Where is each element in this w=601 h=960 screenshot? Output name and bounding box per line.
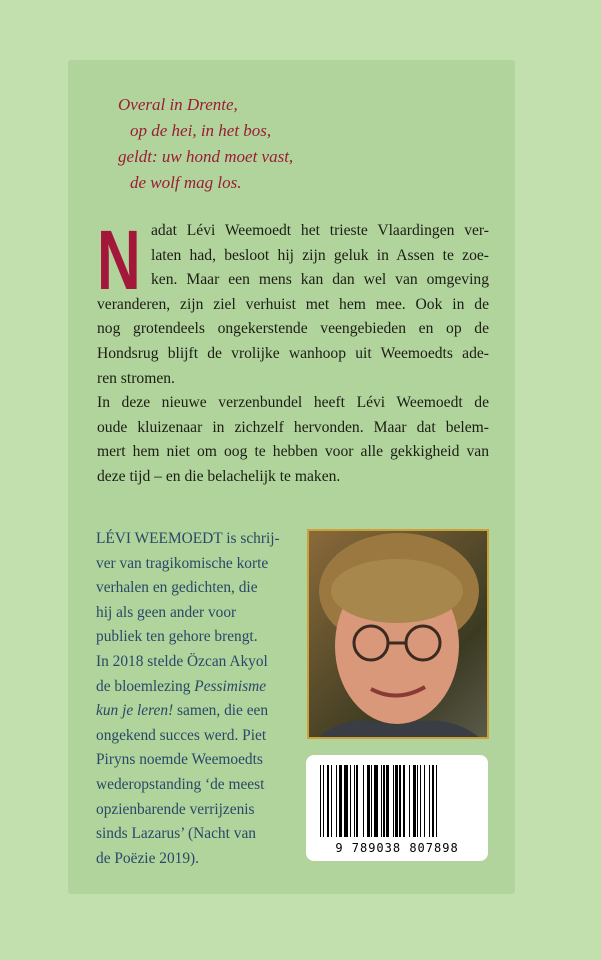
- blurb-line: mert hem niet om oog te hebben voor alle gekkigheid van: [97, 443, 489, 461]
- drop-cap: N: [97, 213, 141, 307]
- bio-line: de Poëzie 2019).: [96, 849, 199, 867]
- blurb-line: laten had, besloot hij zijn geluk in Assen te zoe-: [151, 246, 489, 264]
- book-title: Pessimisme: [194, 677, 267, 695]
- bio-line: wederopstanding ‘de meest: [96, 775, 265, 793]
- bio-text: samen, die een: [173, 702, 269, 720]
- bio-text: de bloemlezing: [96, 677, 195, 695]
- bio-line: verhalen en gedichten, die: [96, 579, 258, 597]
- blurb-line: ren stromen.: [97, 369, 175, 387]
- barcode-bar: [437, 765, 438, 837]
- author-photo: [307, 529, 489, 739]
- bio-line: hij als geen ander voor: [96, 603, 237, 621]
- bio-line: [96, 699, 296, 724]
- poem-line: Overal in Drente,: [118, 95, 238, 114]
- bio-line: opzienbarende verrijzenis: [96, 800, 255, 818]
- poem-line: op de hei, in het bos,: [130, 121, 272, 140]
- poem: [118, 92, 293, 196]
- poem-line: geldt: uw hond moet vast,: [118, 147, 294, 166]
- bio-line: ver van tragikomische korte: [96, 554, 269, 572]
- bio-line: sinds Lazarus’ (Nacht van: [96, 825, 256, 843]
- barcode-bars: [320, 765, 480, 837]
- isbn-number: 9 789038 807898: [335, 841, 459, 855]
- bio-line: Piryns noemde Weemoedts: [96, 751, 263, 769]
- blurb-line: nog grotendeels ongekerstende veengebieden en op de: [97, 320, 489, 338]
- blurb-line: veranderen, zijn ziel verhuist met hem mee. Ook in de: [97, 295, 489, 313]
- bio-line: LÉVI WEEMOEDT is schrij-: [96, 530, 280, 547]
- blurb-line: oude kluizenaar in zichzelf hervonden. Maar dat belem-: [97, 418, 489, 436]
- blurb: [97, 213, 489, 490]
- blurb-line: Hondsrug blijft de vrolijke wanhoop uit Weemoedts ade-: [97, 344, 489, 362]
- barcode: [306, 755, 488, 861]
- blurb-line: deze tijd – en die belachelijk te maken.: [97, 467, 341, 485]
- bio-line: ongekend succes werd. Piet: [96, 726, 267, 744]
- author-bio: [96, 527, 296, 871]
- poem-line: de wolf mag los.: [130, 173, 242, 192]
- book-title: kun je leren!: [96, 702, 174, 720]
- blurb-line: In deze nieuwe verzenbundel heeft Lévi Weemoedt de: [97, 394, 489, 412]
- bio-line: In 2018 stelde Özcan Akyol: [96, 652, 268, 670]
- blurb-line: ken. Maar een mens kan dan wel van omgeving: [151, 271, 489, 289]
- bio-line: [96, 675, 296, 700]
- bio-line: publiek ten gehore brengt.: [96, 628, 258, 646]
- blurb-line: adat Lévi Weemoedt het trieste Vlaardingen ver-: [151, 222, 489, 239]
